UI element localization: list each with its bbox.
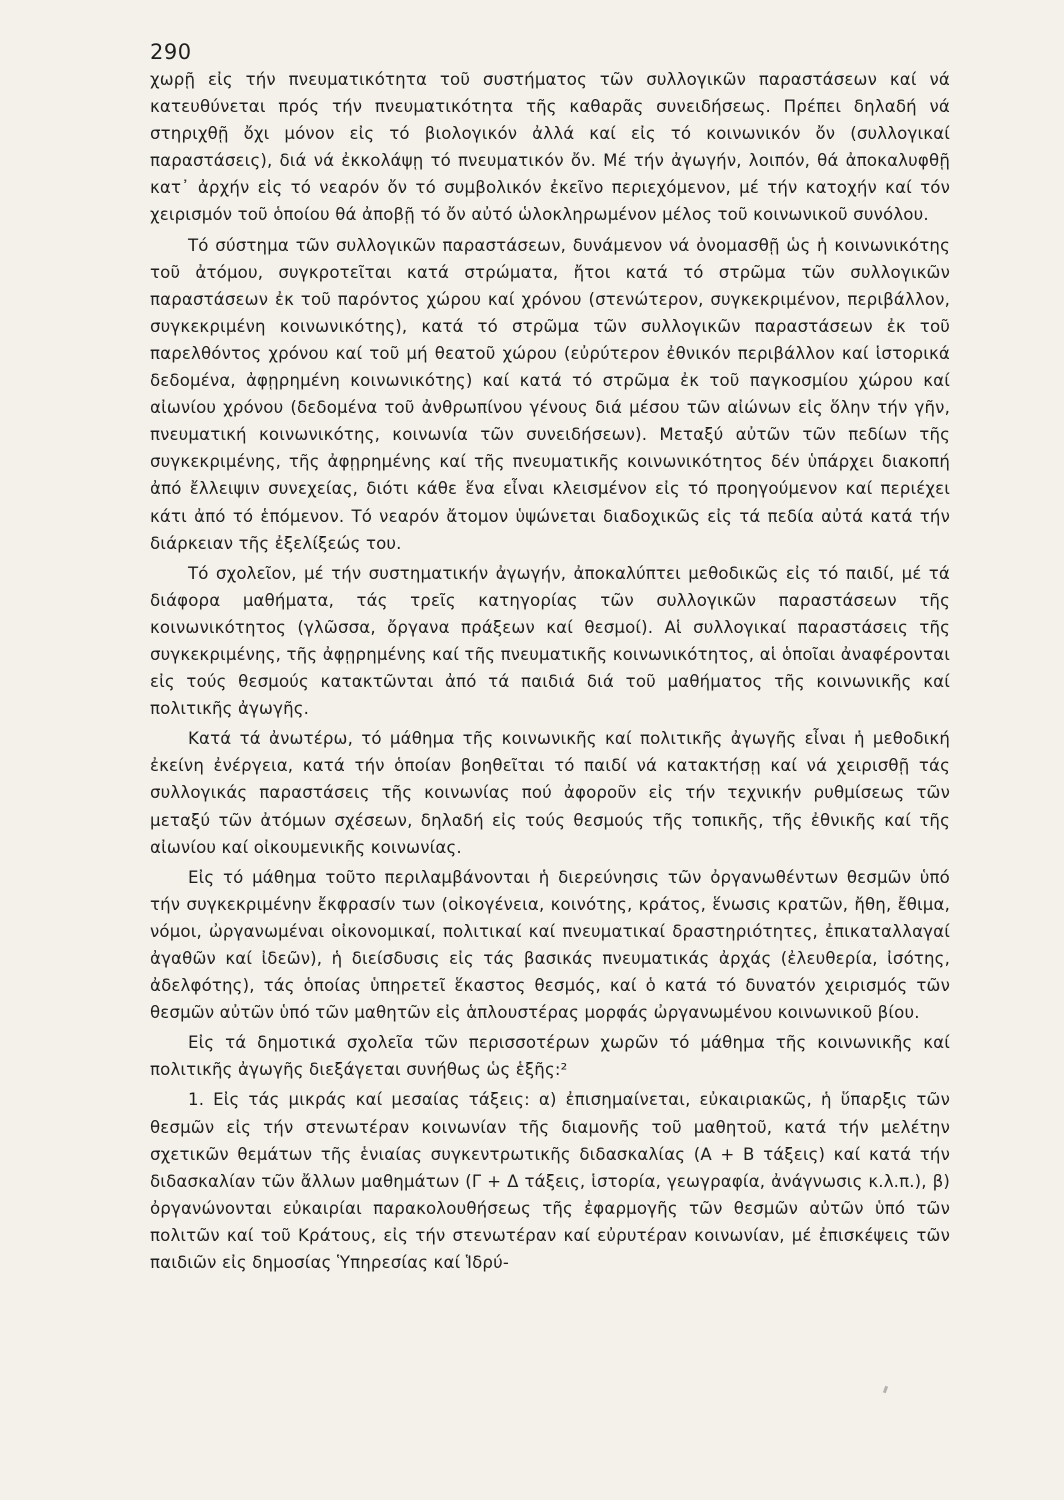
- paragraph-3: Τό σχολεῖον, μέ τήν συστηματικήν ἀγωγήν, ἀποκαλύπτει μεθοδικῶς εἰς τό παιδί, μέ τά διάφορα μαθήματα, τάς τρεῖς κατηγορίας τῶν συλλογικῶν παραστάσεων τῆς κοινωνικότητος (γλῶσσα, ὄργανα πράξεων καί θεσμοί). Αἱ συλλογικαί παραστάσεις τῆς συγκεκριμένης, τῆς ἀφῃρημένης καί τῆς πνευματικῆς κοινωνικότητος, αἱ ὁποῖαι ἀναφέρονται εἰς τούς θεσμούς κατακτῶνται ἀπό τά παιδιά διά τοῦ μαθήματος τῆς κοινωνικῆς καί πολιτικῆς ἀγωγῆς.: [150, 563, 950, 719]
- paragraph-2: Τό σύστημα τῶν συλλογικῶν παραστάσεων, δυνάμενον νά ὀνομασθῇ ὡς ἡ κοινωνικότης τοῦ ἀτόμου, συγκροτεῖται κατά στρώματα, ἤτοι κατά τό στρῶμα τῶν συλλογικῶν παραστάσεων ἐκ τοῦ παρόντος χώρου καί χρόνου (στενώτερον, συγκεκριμένον, περιβάλλον, συγκεκριμένη κοινωνικότης), κατά τό στρῶμα τῶν συλλογικῶν παραστάσεων ἐκ τοῦ παρελθόντος χρόνου καί τοῦ μή θεατοῦ χώρου (εὐρύτερον ἐθνικόν περιβάλλον καί ἱστορικά δεδομένα, ἀφῃρημένη κοινωνικότης) καί κατά τό στρῶμα ἐκ τοῦ παγκοσμίου χώρου καί αἰωνίου χρόνου (δεδομένα τοῦ ἀνθρωπίνου γένους διά μέσου τῶν αἰώνων εἰς ὅλην τήν γῆν, πνευματική κοινωνικότης, κοινωνία τῶν συνειδήσεων). Μεταξύ αὐτῶν τῶν πεδίων τῆς συγκεκριμένης, τῆς ἀφῃρημένης καί τῆς πνευματικῆς κοινωνικότητος δέν ὑπάρχει διακοπή ἀπό ἔλλειψιν συνεχείας, διότι κάθε ἕνα εἶναι κλεισμένον εἰς τό προηγούμενον καί περιέχει κάτι ἀπό τό ἑπόμενον. Τό νεαρόν ἄτομον ὑψώνεται διαδοχικῶς εἰς τά πεδία αὐτά κατά τήν διάρκειαν τῆς ἐξελίξεώς του.: [150, 235, 950, 553]
- page-number: 290: [150, 40, 192, 64]
- paragraph-6: Εἰς τά δημοτικά σχολεῖα τῶν περισσοτέρων χωρῶν τό μάθημα τῆς κοινωνικῆς καί πολιτικῆς ἀγωγῆς διεξάγεται συνήθως ὡς ἑξῆς:²: [150, 1033, 950, 1080]
- ink-speck: [883, 1386, 888, 1394]
- book-page: [150, 38, 950, 1279]
- paragraph-7: 1. Εἰς τάς μικράς καί μεσαίας τάξεις: α) ἐπισημαίνεται, εὐκαιριακῶς, ἡ ὕπαρξις τῶν θεσμῶν εἰς τήν στενωτέραν κοινωνίαν τῆς διαμονῆς τοῦ μαθητοῦ, κατά τήν μελέτην σχετικῶν θεμάτων τῆς ἑνιαίας συγκεντρωτικῆς διδασκαλίας (Α + Β τάξεις) καί κατά τήν διδασκαλίαν τῶν ἄλλων μαθημάτων (Γ + Δ τάξεις, ἱστορία, γεωγραφία, ἀνάγνωσις κ.λ.π.), β) ὀργανώνονται εὐκαιρίαι παρακολουθήσεως τῆς ἐφαρμογῆς τῶν θεσμῶν αὐτῶν ὑπό τῶν πολιτῶν καί τοῦ Κράτους, εἰς τήν στενωτέραν καί εὐρυτέραν κοινωνίαν, μέ ἐπισκέψεις τῶν παιδιῶν εἰς δημοσίας Ὑπηρεσίας καί Ἱδρύ-: [150, 1090, 950, 1273]
- paragraph-4: Κατά τά ἀνωτέρω, τό μάθημα τῆς κοινωνικῆς καί πολιτικῆς ἀγωγῆς εἶναι ἡ μεθοδική ἐκείνη ἐνέργεια, κατά τήν ὁποίαν βοηθεῖται τό παιδί νά κατακτήσῃ καί νά χειρισθῇ τάς συλλογικάς παραστάσεις τῆς κοινωνίας πού ἀφοροῦν εἰς τήν τεχνικήν ρυθμίσεως τῶν μεταξύ τῶν ἀτόμων σχέσεων, δηλαδή εἰς τούς θεσμούς τῆς τοπικῆς, τῆς ἐθνικῆς καί τῆς αἰωνίου καί οἰκουμενικῆς κοινωνίας.: [150, 729, 950, 857]
- paragraph-5: Εἰς τό μάθημα τοῦτο περιλαμβάνονται ἡ διερεύνησις τῶν ὀργανωθέντων θεσμῶν ὑπό τήν συγκεκριμένην ἔκφρασίν των (οἰκογένεια, κοινότης, κράτος, ἕνωσις κρατῶν, ἤθη, ἔθιμα, νόμοι, ὠργανωμέναι οἰκονομικαί, πολιτικαί καί πνευματικαί δραστηριότητες, ἐπικαταλλαγαί ἀγαθῶν καί ἰδεῶν), ἡ διείσδυσις εἰς τάς βασικάς πνευματικάς ἀρχάς (ἐλευθερία, ἰσότης, ἀδελφότης), τάς ὁποίας ὑπηρετεῖ ἕκαστος θεσμός, καί ὁ κατά τό δυνατόν χειρισμός τῶν θεσμῶν αὐτῶν ὑπό τῶν μαθητῶν εἰς ἁπλουστέρας μορφάς ὠργανωμένου κοινωνικοῦ βίου.: [150, 867, 950, 1023]
- paragraph-1: χωρῇ εἰς τήν πνευματικότητα τοῦ συστήματος τῶν συλλογικῶν παραστάσεων καί νά κατευθύνεται πρός τήν πνευματικότητα τῆς καθαρᾶς συνειδήσεως. Πρέπει δηλαδή νά στηριχθῇ ὄχι μόνον εἰς τό βιολογικόν ἀλλά καί εἰς τό κοινωνικόν ὄν (συλλογικαί παραστάσεις), διά νά ἐκκολάψῃ τό πνευματικόν ὄν. Μέ τήν ἀγωγήν, λοιπόν, θά ἀποκαλυφθῇ κατ᾿ ἀρχήν εἰς τό νεαρόν ὄν τό συμβολικόν ἐκεῖνο περιεχόμενον, μέ τήν κατοχήν καί τόν χειρισμόν τοῦ ὁποίου θά ἀποβῇ τό ὄν αὐτό ὡλοκληρωμένον μέλος τοῦ κοινωνικοῦ συνόλου.: [150, 70, 950, 225]
